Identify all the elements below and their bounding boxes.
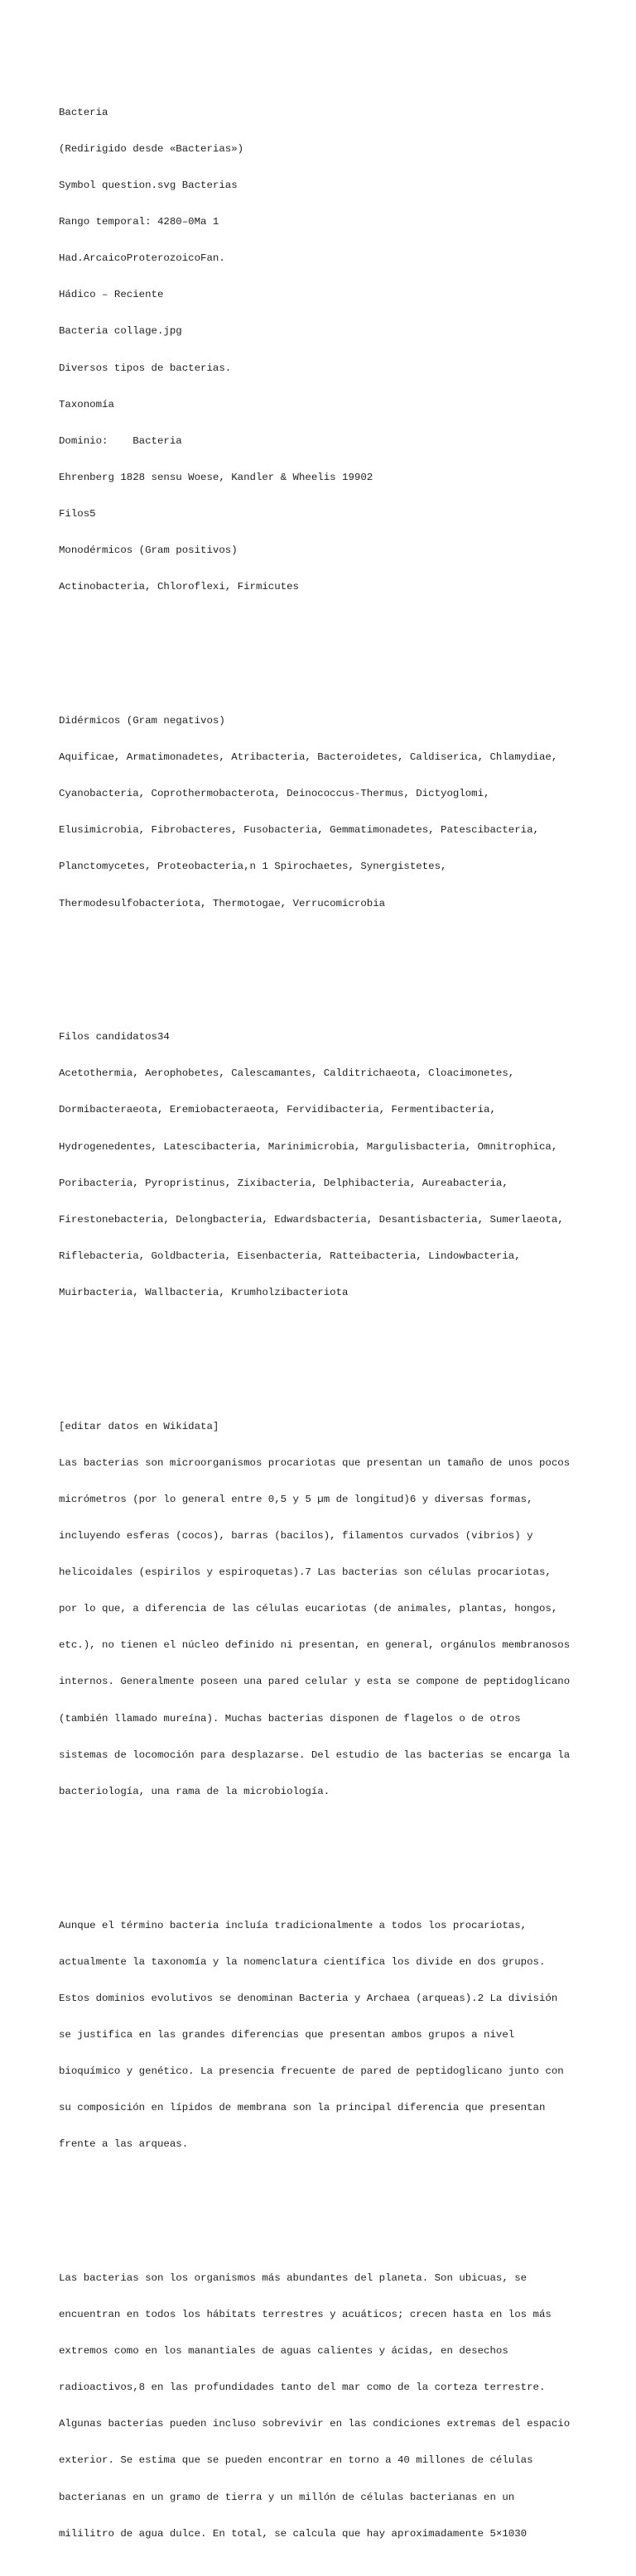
text-line: Cyanobacteria, Coprothermobacterota, Deinococcus-Thermus, Dictyoglomi, [59, 788, 490, 800]
text-line: Symbol question.svg Bacterias [59, 180, 238, 192]
edit-wikidata-link[interactable]: [editar datos en Wikidata] [59, 1420, 219, 1432]
text-line: bacteriología, una rama de la microbiología. [59, 1785, 330, 1797]
blank-line [59, 2199, 589, 2212]
text-line: Thermodesulfobacteriota, Thermotogae, Verrucomicrobia [59, 897, 386, 909]
text-line: Aunque el término bacteria incluía tradicionalmente a todos los procariotas, [59, 1919, 528, 1931]
paragraph-taxonomy [59, 1895, 589, 2175]
text-line: Actinobacteria, Chloroflexi, Firmicutes [59, 581, 299, 593]
text-line: Acetothermia, Aerophobetes, Calescamantes, Calditrichaeota, Cloacimonetes, [59, 1067, 515, 1080]
text-line: Hydrogenedentes, Latescibacteria, Marinimicrobia, Margulisbacteria, Omnitrophica, [59, 1140, 558, 1153]
text-line: Rango temporal: 4280–0Ma 1 [59, 216, 219, 228]
text-line: incluyendo esferas (cocos), barras (bacilos), filamentos curvados (vibrios) y [59, 1530, 533, 1542]
text-line: su composición en lípidos de membrana son la principal diferencia que presentan [59, 2102, 546, 2114]
paragraph-abundance [59, 2247, 589, 2564]
text-line: por lo que, a diferencia de las células eucariotas (de animales, plantas, hongos, [59, 1603, 558, 1615]
text-line: encuentran en todos los hábitats terrestres y acuáticos; crecen hasta en los más [59, 2309, 552, 2320]
text-line: Had.ArcaicoProterozoicoFan. [59, 252, 225, 265]
candidatos-block [59, 1007, 589, 1323]
text-line: actualmente la taxonomía y la nomenclatura científica los divide en dos grupos. [59, 1955, 546, 1968]
document-body [59, 58, 589, 2576]
text-line: Estos dominios evolutivos se denominan Bacteria y Archaea (arqueas).2 La división [59, 1992, 558, 2004]
blank-line [59, 958, 589, 971]
text-line: Muirbacteria, Wallbacteria, Krumholzibacteriota [59, 1286, 349, 1298]
text-line: radioactivos,8 en las profundidades tanto del mar como de la corteza terrestre. [59, 2382, 546, 2394]
text-line: internos. Generalmente poseen una pared celular y esta se compone de peptidoglicano [59, 1676, 571, 1688]
text-line: bacterianas en un gramo de tierra y un millón de células bacterianas en un [59, 2491, 515, 2503]
text-line: Aquificae, Armatimonadetes, Atribacteria, Bacteroidetes, Caldiserica, Chlamydiae, [59, 751, 558, 764]
text-line: extremos como en los manantiales de aguas calientes y ácidas, en desechos [59, 2345, 508, 2358]
text-line: Ehrenberg 1828 sensu Woese, Kandler & Wheelis 19902 [59, 471, 373, 483]
text-line: Las bacterias son microorganismos procariotas que presentan un tamaño de unos pocos [59, 1456, 571, 1469]
text-line: Algunas bacterias pueden incluso sobrevivir en las condiciones extremas del espacio [59, 2418, 571, 2430]
text-line: Poribacteria, Pyropristinus, Zixibacteria, Delphibacteria, Aureabacteria, [59, 1177, 508, 1189]
blank-line [59, 1846, 589, 1859]
text-line: Dormibacteraeota, Eremiobacteraeota, Fervidibacteria, Fermentibacteria, [59, 1104, 496, 1116]
text-line: bioquímico y genético. La presencia frecuente de pared de peptidoglicano junto con [59, 2065, 564, 2077]
blank-line [59, 1348, 589, 1360]
section-heading: Didérmicos (Gram negativos) [59, 714, 225, 727]
text-line: Dominio: Bacteria [59, 434, 182, 447]
text-line: Hádico – Reciente [59, 289, 164, 301]
text-line: helicoidales (espirilos y espiroquetas).7 Las bacterias son células procariotas, [59, 1566, 552, 1579]
section-heading: Filos5 [59, 508, 96, 520]
text-line: Las bacterias son los organismos más abundantes del planeta. Son ubicuas, se [59, 2271, 528, 2284]
image-caption: Diversos tipos de bacterias. [59, 362, 232, 374]
text-line: Riflebacteria, Goldbacteria, Eisenbacteria, Ratteibacteria, Lindowbacteria, [59, 1250, 521, 1262]
text-line: etc.), no tienen el núcleo definido ni presentan, en general, orgánulos membranosos [59, 1639, 571, 1652]
image-caption-file: Bacteria collage.jpg [59, 325, 182, 338]
didermicos-block [59, 691, 589, 934]
page-title: Bacteria [59, 106, 108, 118]
paragraph-intro [59, 1396, 589, 1822]
text-line: sistemas de locomoción para desplazarse. Del estudio de las bacterias se encarga la [59, 1749, 571, 1761]
text-line: Planctomycetes, Proteobacteria,n 1 Spirochaetes, Synergistetes, [59, 861, 447, 873]
text-line: exterior. Se estima que se pueden encontrar en torno a 40 millones de células [59, 2454, 533, 2467]
section-heading: Filos candidatos34 [59, 1031, 170, 1043]
infobox-header [59, 82, 589, 617]
redirect-note: (Redirigido desde «Bacterias») [59, 142, 244, 155]
blank-line [59, 642, 589, 655]
text-line: se justifica en las grandes diferencias que presentan ambos grupos a nivel [59, 2028, 515, 2041]
text-line: frente a las arqueas. [59, 2138, 189, 2151]
section-heading: Taxonomía [59, 398, 114, 410]
text-line: (también llamado mureína). Muchas bacterias disponen de flagelos o de otros [59, 1712, 521, 1725]
text-line: mililitro de agua dulce. En total, se calcula que hay aproximadamente 5×1030 [59, 2527, 528, 2540]
text-line: Monodérmicos (Gram positivos) [59, 544, 238, 557]
text-line: Firestonebacteria, Delongbacteria, Edwardsbacteria, Desantisbacteria, Sumerlaeota, [59, 1213, 564, 1226]
text-line: Elusimicrobia, Fibrobacteres, Fusobacteria, Gemmatimonadetes, Patescibacteria, [59, 824, 539, 837]
text-line: micrómetros (por lo general entre 0,5 y 5 µm de longitud)6 y diversas formas, [59, 1493, 533, 1505]
